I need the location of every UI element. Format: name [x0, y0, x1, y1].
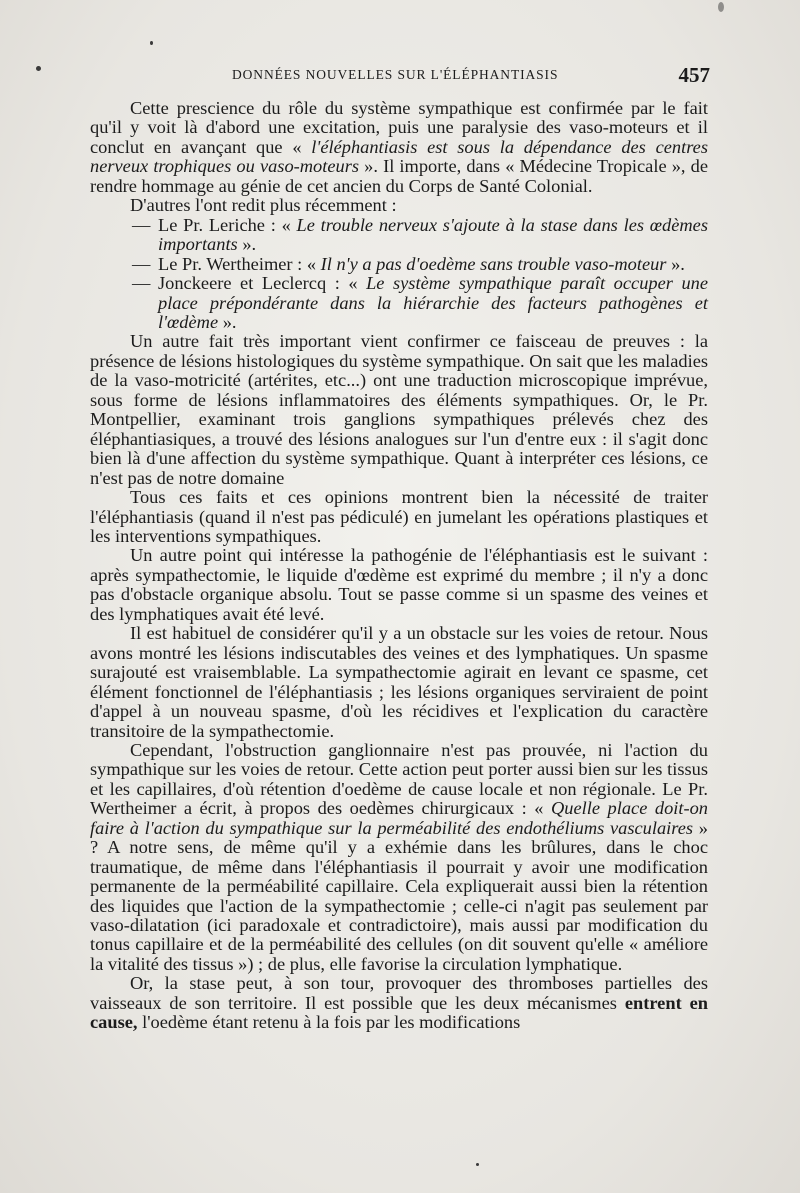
paragraph: Cette prescience du rôle du système sympathique est confirmée par le fait qu'il y voit là d'abord une excitation, puis une paralysie des vaso-moteurs et il conclut en avançant que « l'éléphantiasis est sous la dépendance des centres nerveux trophiques ou vaso-moteurs ». Il importe, dans « Médecine Tropicale », de rendre hommage au génie de cet ancien du Corps de Santé Colonial.	[90, 98, 708, 196]
page-number: 457	[678, 63, 710, 87]
paragraph: Tous ces faits et ces opinions montrent bien la nécessité de traiter l'éléphantiasis (quand il n'est pas pédiculé) en jumelant les opérations plastiques et les interventions sympathiques.	[90, 487, 708, 546]
scan-speck	[718, 2, 724, 12]
scan-speck	[36, 66, 41, 71]
paragraph: Or, la stase peut, à son tour, provoquer des thromboses partielles des vaisseaux de son territoire. Il est possible que les deux mécanismes entrent en cause, l'oedème étant retenu à la fois par les modifications	[90, 973, 708, 1033]
page-header	[90, 63, 710, 89]
quote-item: — Le Pr. Leriche : « Le trouble nerveux s'ajoute à la stase dans les œdèmes importants ».	[132, 214, 708, 255]
quote-item: — Jonckeere et Leclercq : « Le système sympathique paraît occuper une place prépondérante dans la hiérarchie des facteurs pathogènes et l'œdème ».	[132, 273, 708, 332]
paragraph: Il est habituel de considérer qu'il y a un obstacle sur les voies de retour. Nous avons montré les lésions indiscutables des veines et des lymphatiques. Un spasme surajouté est vraisemblable. La sympathectomie agirait en levant ce spasme, cet élément fonctionnel de l'éléphantiasis ; les lésions organiques serviraient de point d'appel à un nouveau spasme, d'où les récidives et l'explication du caractère transitoire de la sympathectomie.	[90, 623, 708, 741]
paragraph: D'autres l'ont redit plus récemment :	[130, 195, 397, 216]
paragraph: Un autre fait très important vient confirmer ce faisceau de preuves : la présence de lésions histologiques du système sympathique. On sait que les maladies de la vaso-motricité (artérites, etc...) ont une traduction microscopique imprévue, sous forme de lésions inflammatoires des éléments sympathiques. Or, le Pr. Montpellier, examinant trois ganglions sympathiques prélevés chez des éléphantiasiques, a trouvé des lésions analogues sur l'un d'entre eux : il s'agit donc bien là d'une affection du système sympathique. Quant à interpréter ces lésions, ce n'est pas de notre domaine	[90, 331, 709, 488]
quote-item: — Le Pr. Wertheimer : « Il n'y a pas d'oedème sans trouble vaso-moteur ».	[132, 253, 685, 274]
running-head: DONNÉES NOUVELLES SUR L'ÉLÉPHANTIASIS	[232, 67, 559, 82]
paragraph: Cependant, l'obstruction ganglionnaire n'est pas prouvée, ni l'action du sympathique sur les voies de retour. Cette action peut porter aussi bien sur les tissus et les capillaires, d'où rétention d'oedème de cause locale et non régionale. Le Pr. Wertheimer a écrit, à propos des oedèmes chirurgicaux : « Quelle place doit-on faire à l'action du sympathique sur la perméabilité des endothéliums vasculaires » ? A notre sens, de même qu'il y a exhémie dans les brûlures, dans le choc traumatique, de même dans l'éléphantiasis il pourrait y avoir une modification permanente de la perméabilité capillaire. Cela expliquerait aussi bien la rétention des liquides que l'action de la sympathectomie ; celle-ci n'agit pas seulement par vaso-dilatation (ici paradoxale et contradictoire), mais aussi par modification du tonus capillaire et de la perméabilité des cellules (on dit souvent qu'elle « améliore la vitalité des tissus ») ; de plus, elle favorise la circulation lymphatique.	[90, 739, 708, 974]
scan-speck	[150, 41, 153, 45]
paragraph: Un autre point qui intéresse la pathogénie de l'éléphantiasis est le suivant : après sympathectomie, le liquide d'œdème est exprimé du membre ; il n'y a donc pas d'obstacle organique absolu. Tout se passe comme si un spasme des veines et des lymphatiques avait été levé.	[90, 545, 708, 624]
scan-speck	[476, 1163, 479, 1166]
body-text	[90, 99, 708, 1033]
